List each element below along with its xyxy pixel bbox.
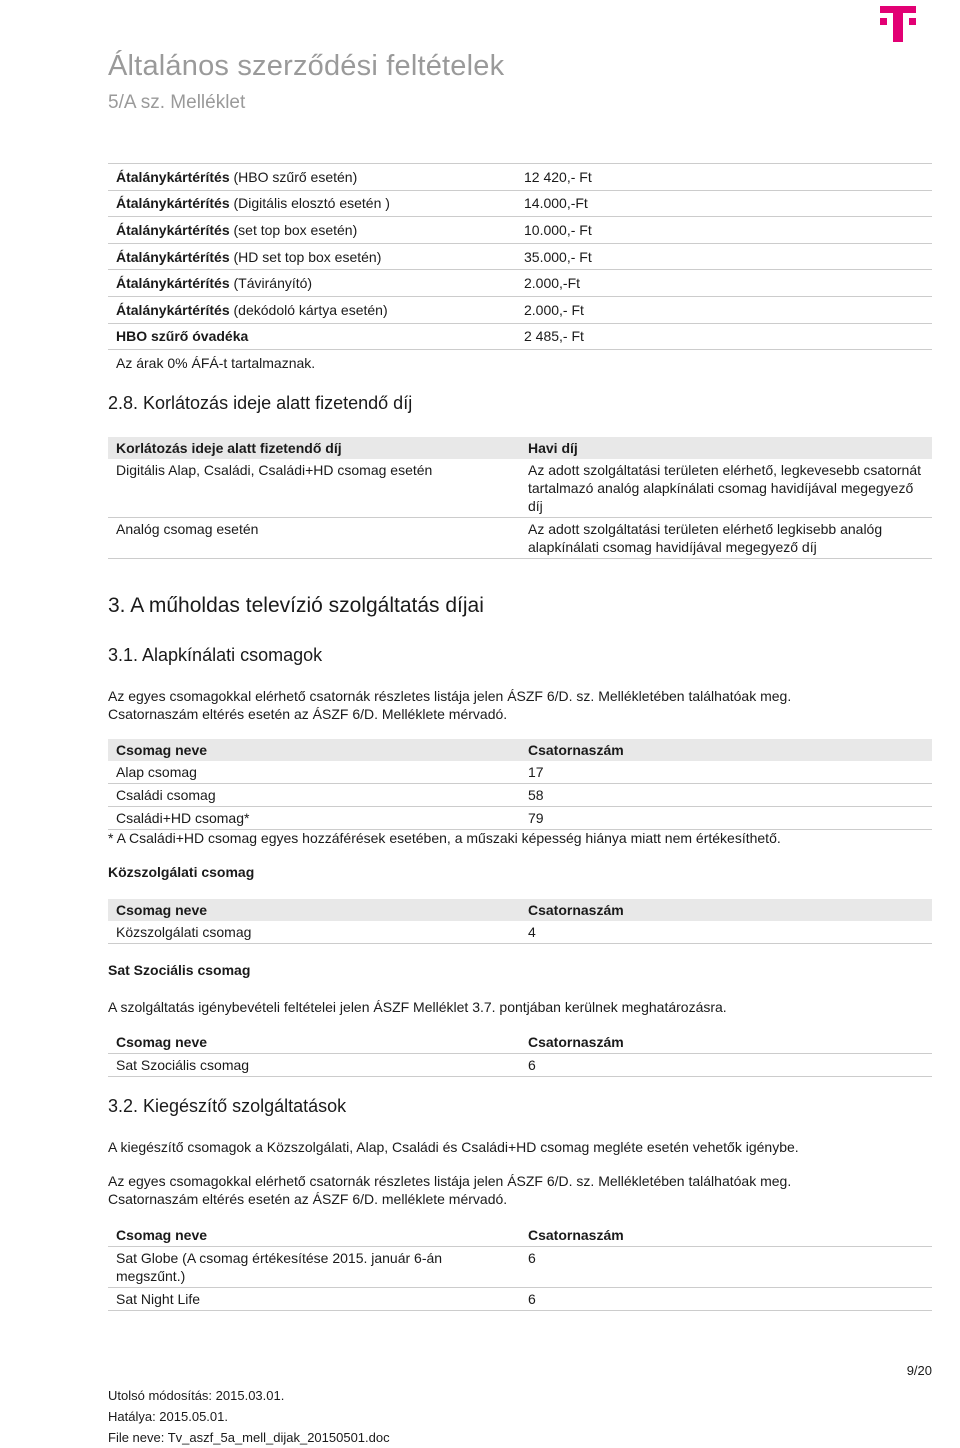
table-cell: 79 <box>520 807 932 830</box>
fee-label-bold: Átalánykártérítés <box>116 195 230 212</box>
table-header-row <box>108 739 932 761</box>
section-2-8-heading: 2.8. Korlátozás ideje alatt fizetendő díj <box>108 393 413 413</box>
table-header-row <box>108 1224 932 1247</box>
fee-label: (Távirányító) <box>229 275 313 292</box>
social-package-table <box>108 1031 932 1077</box>
table-cell: Sat Globe (A csomag értékesítése 2015. január 6-án megszűnt.) <box>108 1247 520 1288</box>
table-row <box>108 784 932 807</box>
public-package-table <box>108 899 932 944</box>
table-row <box>108 921 932 944</box>
paragraph: A szolgáltatás igénybevételi feltételei jelen ÁSZF Melléklet 3.7. pontjában kerülnek meghatározásra. <box>108 999 727 1015</box>
fee-row <box>108 244 932 271</box>
table-header-cell: Csomag neve <box>116 1034 208 1050</box>
table-cell: Az adott szolgáltatási területen elérhető, legkevesebb csatornát tartalmazó analóg alapkínálati csomag havidíjával megegyező díj <box>528 462 922 514</box>
table-cell: Családi+HD csomag* <box>108 807 520 830</box>
telekom-logo-icon <box>880 2 916 42</box>
fee-value: 14.000,-Ft <box>524 195 588 212</box>
table-header-cell: Csomag neve <box>116 1227 208 1243</box>
section-3-1-heading: 3.1. Alapkínálati csomagok <box>108 645 323 665</box>
paragraph: Csatornaszám eltérés esetén az ÁSZF 6/D. melléklete mérvadó. <box>108 1191 508 1207</box>
fee-value: 2 485,- Ft <box>524 328 584 345</box>
fee-value: 10.000,- Ft <box>524 221 592 238</box>
fee-label: (Digitális elosztó esetén ) <box>229 195 390 212</box>
fee-value: 35.000,- Ft <box>524 248 592 265</box>
table-cell: 6 <box>520 1247 932 1288</box>
table-row <box>108 1054 932 1077</box>
table-cell: Családi csomag <box>108 784 520 807</box>
table-header-cell: Csatornaszám <box>528 1034 624 1050</box>
table-header-cell: Csomag neve <box>108 899 520 921</box>
table-header-cell: Csatornaszám <box>520 739 932 761</box>
fee-row <box>108 217 932 244</box>
basic-packages-table <box>108 739 932 830</box>
fee-label: (HD set top box esetén) <box>229 248 382 265</box>
table-cell: 58 <box>520 784 932 807</box>
paragraph: Csatornaszám eltérés esetén az ÁSZF 6/D. Melléklete mérvadó. <box>108 706 508 722</box>
document-subtitle: 5/A sz. Melléklet <box>108 92 246 113</box>
table-cell: Sat Night Life <box>108 1288 520 1311</box>
fee-row <box>108 191 932 218</box>
table-cell: 17 <box>520 761 932 784</box>
fee-row <box>108 164 932 191</box>
fee-row <box>108 324 932 351</box>
fee-label-bold: Átalánykártérítés <box>116 301 230 318</box>
fee-label-bold: Átalánykártérítés <box>116 248 230 265</box>
file-name: File neve: Tv_aszf_5a_mell_dijak_20150501.doc <box>108 1430 390 1445</box>
table-cell: 6 <box>520 1054 932 1077</box>
fee-label: (HBO szűrő esetén) <box>229 168 358 185</box>
table-row <box>108 761 932 784</box>
table-row <box>108 807 932 830</box>
fee-label: (dekódoló kártya esetén) <box>229 301 388 318</box>
fee-list <box>108 163 932 376</box>
section-3-2-heading: 3.2. Kiegészítő szolgáltatások <box>108 1096 347 1116</box>
fee-value: 2.000,- Ft <box>524 301 584 318</box>
supplementary-packages-table <box>108 1224 932 1311</box>
effective-date: Hatálya: 2015.05.01. <box>108 1409 228 1424</box>
fee-row <box>108 270 932 297</box>
page-number: 9/20 <box>906 1363 932 1378</box>
fee-label-bold: Átalánykártérítés <box>116 275 230 292</box>
table-cell: 6 <box>520 1288 932 1311</box>
table-cell: Sat Szociális csomag <box>108 1054 520 1077</box>
table-cell: Az adott szolgáltatási területen elérhető legkisebb analóg alapkínálati csomag havidíjával megegyező díj <box>520 518 932 559</box>
paragraph: A kiegészítő csomagok a Közszolgálati, Alap, Családi és Családi+HD csomag megléte esetén vehetők igénybe. <box>108 1139 799 1155</box>
table-cell: Digitális Alap, Családi, Családi+HD csomag esetén <box>116 462 433 478</box>
table-row <box>108 1247 932 1288</box>
table-header-cell: Korlátozás ideje alatt fizetendő díj <box>108 437 520 459</box>
fee-label-bold: HBO szűrő óvadéka <box>116 328 249 345</box>
table-cell: Alap csomag <box>108 761 520 784</box>
fee-value: 2.000,-Ft <box>524 275 581 292</box>
table-cell: 4 <box>520 921 932 944</box>
public-package-title: Közszolgálati csomag <box>108 864 255 880</box>
fee-row <box>108 350 932 376</box>
fee-note: Az árak 0% ÁFÁ-t tartalmaznak. <box>116 354 316 371</box>
table-row <box>108 518 932 559</box>
section-3-heading: 3. A műholdas televízió szolgáltatás díjai <box>108 594 484 617</box>
fee-value: 12 420,- Ft <box>524 168 592 185</box>
restriction-fee-table <box>108 437 932 559</box>
table-header-row <box>108 899 932 921</box>
table-header-cell: Csomag neve <box>108 739 520 761</box>
fee-label: (set top box esetén) <box>229 221 358 238</box>
document-title: Általános szerződési feltételek <box>108 50 505 82</box>
last-modified: Utolsó módosítás: 2015.03.01. <box>108 1388 285 1403</box>
social-package-title: Sat Szociális csomag <box>108 962 251 978</box>
table-header-row <box>108 437 932 459</box>
table-cell: Analóg csomag esetén <box>108 518 520 559</box>
table-header-row <box>108 1031 932 1054</box>
table-header-cell: Csatornaszám <box>520 899 932 921</box>
table-cell: Közszolgálati csomag <box>108 921 520 944</box>
table-row <box>108 1288 932 1311</box>
footnote: * A Családi+HD csomag egyes hozzáférések esetében, a műszaki képesség hiánya miatt nem értékesíthető. <box>108 830 781 846</box>
paragraph: Az egyes csomagokkal elérhető csatornák részletes listája jelen ÁSZF 6/D. sz. Mellékletében találhatóak meg. <box>108 1173 792 1189</box>
fee-label-bold: Átalánykártérítés <box>116 221 230 238</box>
table-header-cell: Havi díj <box>520 437 932 459</box>
fee-label-bold: Átalánykártérítés <box>116 168 230 185</box>
fee-row <box>108 297 932 324</box>
table-row <box>108 459 932 518</box>
paragraph: Az egyes csomagokkal elérhető csatornák részletes listája jelen ÁSZF 6/D. sz. Mellékletében találhatóak meg. <box>108 688 792 704</box>
table-header-cell: Csatornaszám <box>528 1227 624 1243</box>
